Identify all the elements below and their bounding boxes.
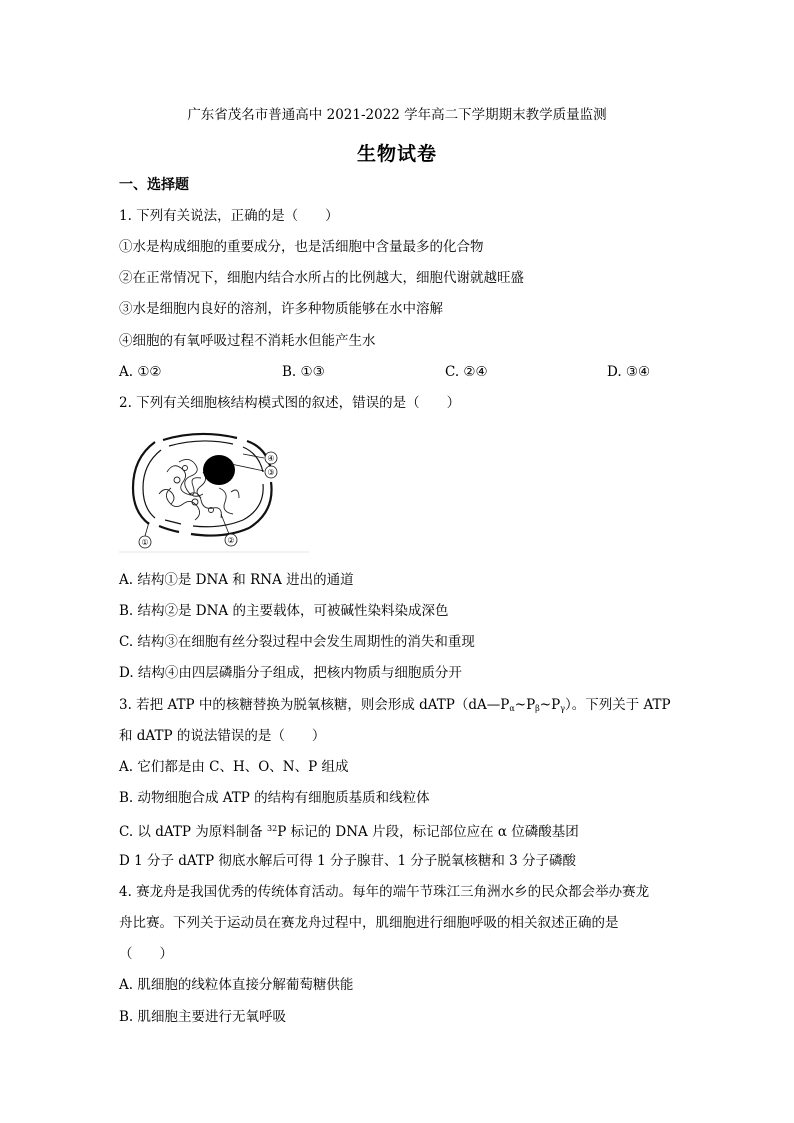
q1-item-2: ②在正常情况下，细胞内结合水所占的比例越大，细胞代谢就越旺盛 <box>119 270 524 286</box>
q4-option-a: A. 肌细胞的线粒体直接分解葡萄糖供能 <box>119 977 354 993</box>
q3-stem-before: 3. 若把 ATP 中的核糖替换为脱氧核糖，则会形成 dATP（dA—P <box>119 697 510 713</box>
leader-line-2 <box>221 514 229 534</box>
nucleus-diagram-svg <box>119 432 309 554</box>
q1-stem: 1. 下列有关说法，正确的是（ ） <box>119 208 339 224</box>
q1-option-a: A. ①② <box>119 364 162 380</box>
q2-option-b: B. 结构②是 DNA 的主要载体，可被碱性染料染成深色 <box>119 603 449 619</box>
chromatin-strand-4 <box>189 493 221 518</box>
exam-title: 生物试卷 <box>356 143 437 165</box>
q3-option-b: B. 动物细胞合成 ATP 的结构有细胞质基质和线粒体 <box>119 790 430 806</box>
q4-stem-line-2: 舟比赛。下列关于运动员在赛龙舟过程中，肌细胞进行细胞呼吸的相关叙述正确的是 <box>119 915 619 931</box>
q4-stem-line-1: 4. 赛龙舟是我国优秀的传统体育活动。每年的端午节珠江三角洲水乡的民众都会举办赛龙 <box>119 884 650 900</box>
nucleus-diagram <box>119 432 309 554</box>
q3-stem-mid1: ~P <box>514 697 536 713</box>
q2-option-c: C. 结构③在细胞有丝分裂过程中会发生周期性的消失和重现 <box>119 634 475 650</box>
q4-option-b: B. 肌细胞主要进行无氧呼吸 <box>119 1009 287 1025</box>
q3-option-c-after: P 标记的 DNA 片段，标记部位应在 α 位磷酸基团 <box>277 824 579 840</box>
exam-subtitle: 广东省茂名市普通高中 2021-2022 学年高二下学期期末教学质量监测 <box>187 107 607 123</box>
q3-option-c <box>119 820 579 841</box>
envelope-inner-left <box>143 450 161 518</box>
chromatin-strand-7 <box>219 488 233 514</box>
q3-stem-mid2: ~P <box>539 697 561 713</box>
envelope-inner-right <box>243 447 263 472</box>
q3-stem-after: ）。下列关于 ATP <box>564 697 671 713</box>
q3-sub-alpha: α <box>509 704 515 713</box>
label-3: ③ <box>267 468 275 477</box>
q3-stem-line-2: 和 dATP 的说法错误的是（ ） <box>119 728 326 744</box>
q1-option-d: D. ③④ <box>607 364 651 380</box>
leader-line-3 <box>231 464 264 471</box>
chromatin-loop-3 <box>183 466 188 471</box>
q3-option-c-sup: 32 <box>267 824 278 833</box>
q3-option-c-before: C. 以 dATP 为原料制备 <box>119 824 268 840</box>
nucleolus <box>203 455 235 485</box>
q3-stem-line-1 <box>119 696 671 718</box>
q2-option-a: A. 结构①是 DNA 和 RNA 进出的通道 <box>119 572 354 588</box>
label-1: ① <box>141 538 149 547</box>
label-4: ④ <box>267 454 275 463</box>
q1-item-4: ④细胞的有氧呼吸过程不消耗水但能产生水 <box>119 333 376 349</box>
q1-item-1: ①水是构成细胞的重要成分，也是活细胞中含量最多的化合物 <box>119 239 484 255</box>
envelope-outer-left <box>133 442 155 524</box>
chromatin-loop-1 <box>174 477 180 483</box>
q3-sub-gamma: γ <box>560 704 565 713</box>
envelope-outer-bottom-left <box>159 526 179 532</box>
q1-item-3: ③水是细胞内良好的溶剂，许多种物质能够在水中溶解 <box>119 301 443 317</box>
q3-option-d: D 1 分子 dATP 彻底水解后可得 1 分子腺苷、1 分子脱氧核糖和 3 分子磷酸 <box>119 853 577 869</box>
envelope-inner-bottom-left <box>165 520 181 524</box>
q1-option-c: C. ②④ <box>445 364 488 380</box>
q3-sub-beta: β <box>535 704 540 713</box>
envelope-outer-bottom <box>191 482 272 536</box>
q3-option-a: A. 它们都是由 C、H、O、N、P 组成 <box>119 759 349 775</box>
leader-line-1 <box>145 522 149 536</box>
envelope-outer-top <box>163 434 237 440</box>
q2-option-d: D. 结构④由四层磷脂分子组成，把核内物质与细胞质分开 <box>119 665 462 681</box>
envelope-inner-top <box>169 441 233 446</box>
q4-stem-line-3: （ ） <box>119 946 173 962</box>
section-heading: 一、选择题 <box>119 177 189 193</box>
label-2: ② <box>227 536 235 545</box>
chromatin-strand-8 <box>231 490 239 498</box>
q2-stem: 2. 下列有关细胞核结构模式图的叙述，错误的是（ ） <box>119 395 461 411</box>
q1-option-b: B. ①③ <box>282 364 325 380</box>
